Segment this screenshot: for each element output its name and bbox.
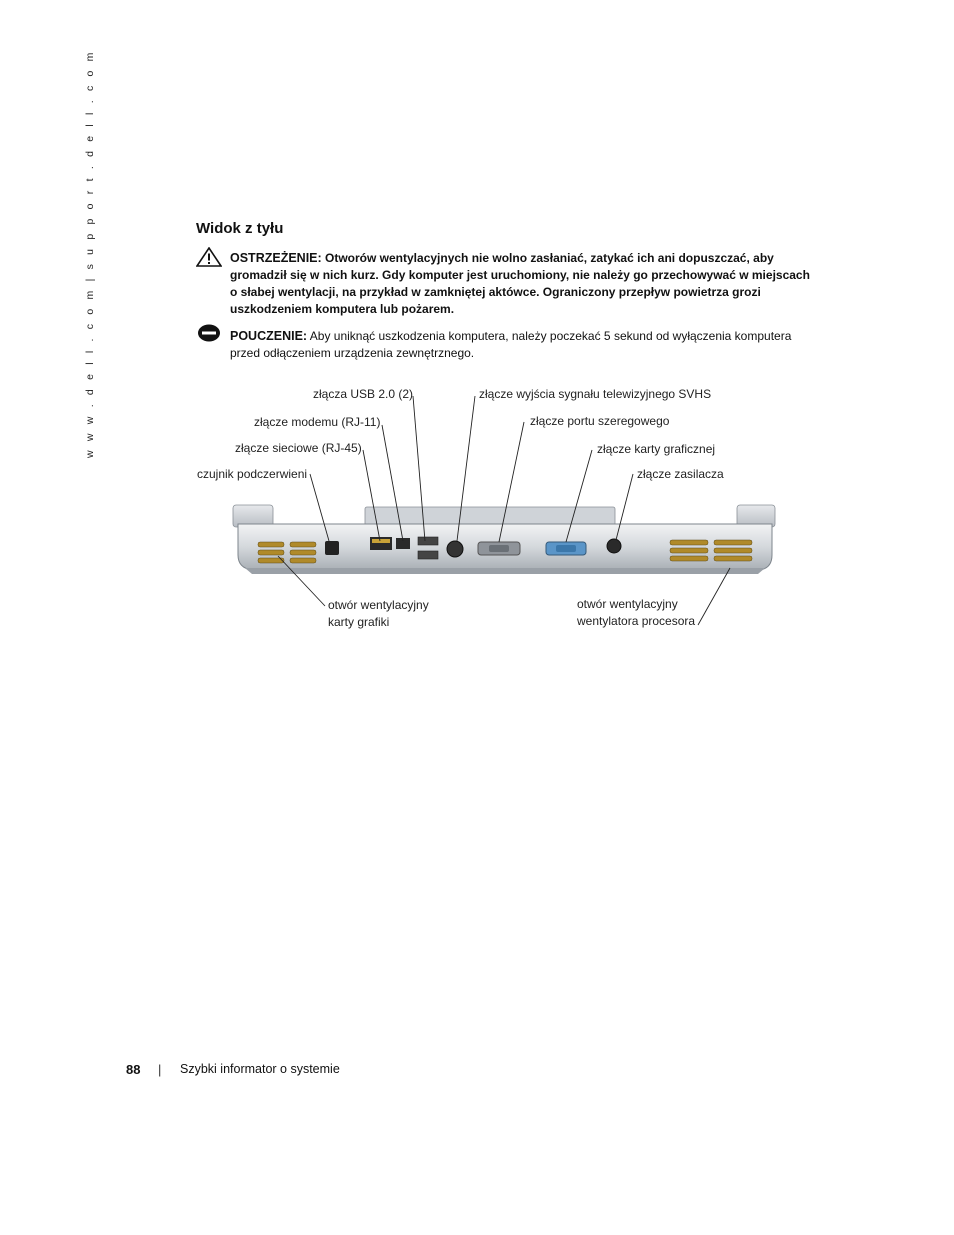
footer-separator: | bbox=[158, 1062, 162, 1077]
network-port bbox=[370, 537, 392, 550]
warning-triangle-icon bbox=[196, 247, 222, 267]
label-vent-graphics-line1: otwór wentylacyjny bbox=[328, 598, 429, 612]
infrared-sensor bbox=[325, 541, 339, 555]
label-modem: złącze modemu (RJ-11) bbox=[254, 415, 381, 429]
side-url: w w w . d e l l . c o m | s u p p o r t . d e l l . c o m bbox=[84, 49, 96, 458]
label-power: złącze zasilacza bbox=[637, 467, 724, 481]
label-video: złącze karty graficznej bbox=[597, 442, 716, 456]
label-vent-graphics-line2: karty grafiki bbox=[328, 615, 390, 629]
power-port bbox=[607, 539, 621, 553]
section-title: Widok z tyłu bbox=[196, 220, 284, 237]
serial-port bbox=[478, 542, 520, 555]
vent-graphics bbox=[258, 542, 316, 563]
vent-cpu bbox=[670, 540, 752, 561]
label-serial: złącze portu szeregowego bbox=[530, 414, 670, 428]
label-svhs: złącze wyjścia sygnału telewizyjnego SVHS bbox=[479, 387, 712, 401]
video-port bbox=[546, 542, 586, 555]
laptop-body bbox=[238, 524, 772, 570]
leader-lines bbox=[278, 396, 730, 625]
label-network: złącze sieciowe (RJ-45) bbox=[235, 441, 362, 455]
warning-lead: OSTRZEŻENIE: bbox=[230, 251, 322, 265]
notice-text: Aby uniknąć uszkodzenia komputera, należy poczekać 5 sekund od wyłączenia komputera przed odłączeniem urządzenia zewnętrznego. bbox=[230, 329, 792, 360]
warning-note bbox=[230, 250, 820, 318]
svhs-port bbox=[447, 541, 463, 557]
footer-title: Szybki informator o systemie bbox=[180, 1062, 340, 1076]
notice-icon bbox=[197, 324, 221, 342]
notice-lead: POUCZENIE: bbox=[230, 329, 308, 343]
modem-port bbox=[396, 538, 410, 549]
laptop-lid bbox=[233, 505, 775, 527]
notice-note bbox=[230, 328, 820, 362]
page-number: 88 bbox=[126, 1062, 141, 1077]
label-infrared: czujnik podczerwieni bbox=[197, 467, 308, 481]
label-vent-cpu-line1: otwór wentylacyjny bbox=[577, 597, 678, 611]
warning-text: Otworów wentylacyjnych nie wolno zasłaniać, zatykać ich ani dopuszczać, aby gromadził się w nich kurz. Gdy komputer jest uruchomiony, nie należy go przechowywać w miejscach o słabej wentylacji, na przykład w zamkniętej aktówce. Ograniczony przepływ powietrza grozi uszkodzeniem komputera lub pożarem. bbox=[230, 251, 810, 316]
usb-port-1 bbox=[418, 537, 438, 545]
usb-port-2 bbox=[418, 551, 438, 559]
label-vent-cpu-line2: wentylatora procesora bbox=[577, 614, 696, 628]
label-usb: złącza USB 2.0 (2) bbox=[313, 387, 414, 401]
